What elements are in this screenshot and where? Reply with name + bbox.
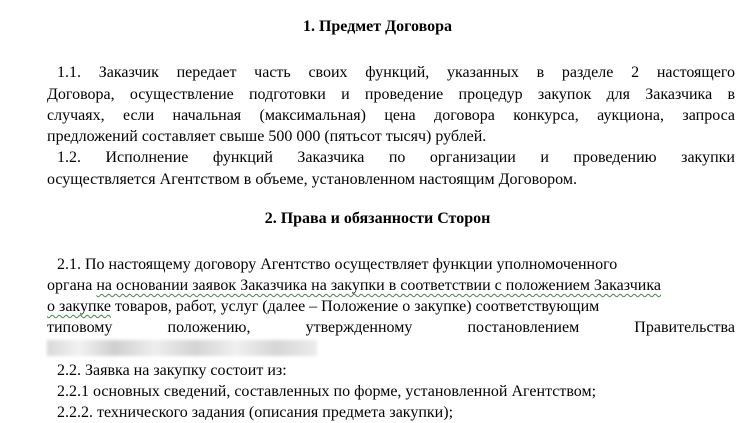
paragraph-2-1-line-3 (47, 297, 735, 317)
spellcheck-marked-text: заявок Заказчика на закупки в соответствии с положением Заказчика (188, 277, 661, 294)
paragraph-2-1-line-4: типовому положению, утвержденному постановлением Правительства (47, 319, 735, 336)
paragraph-1-1-line-2: Договора, осуществление подготовки и проведение процедур закупок для Заказчика в (47, 86, 735, 103)
redacted-text-blur (47, 340, 317, 356)
item-2-2-1: 2.2.1 основных сведений, составленных по форме, установленной Агентством; (57, 383, 597, 400)
paragraph-1-2-line-2: осуществляется Агентством в объеме, установленном настоящим Договором. (47, 171, 577, 188)
section-2-heading: 2. Права и обязанности Сторон (264, 210, 491, 227)
section-1-heading: 1. Предмет Договора (302, 18, 453, 35)
item-2-2: 2.2. Заявка на закупку состоит из: (57, 362, 287, 379)
paragraph-1-1-line-4: предложений составляет свыше 500 000 (пятьсот тысяч) рублей. (47, 128, 487, 145)
paragraph-2-1-line-2 (47, 276, 735, 296)
item-2-2-2: 2.2.2. технического задания (описания предмета закупки); (57, 404, 454, 421)
paragraph-1-2-line-1: 1.2. Исполнение функций Заказчика по организации и проведению закупки (57, 149, 735, 166)
text-segment: органа (47, 277, 97, 294)
paragraph-2-1-line-1: 2.1. По настоящему договору Агентство осуществляет функции уполномоченного (57, 256, 618, 273)
paragraph-1-1-line-3: случаях, если начальная (максимальная) цена договора конкурса, аукциона, запроса (47, 107, 735, 124)
text-segment: товаров, работ, услуг (далее – Положение о закупке) соответствующим (111, 298, 600, 315)
spellcheck-marked-text: о закупке (47, 298, 112, 315)
paragraph-1-1-line-1: 1.1. Заказчик передает часть своих функций, указанных в разделе 2 настоящего (57, 64, 735, 81)
spellcheck-marked-text: на основании (96, 277, 189, 294)
